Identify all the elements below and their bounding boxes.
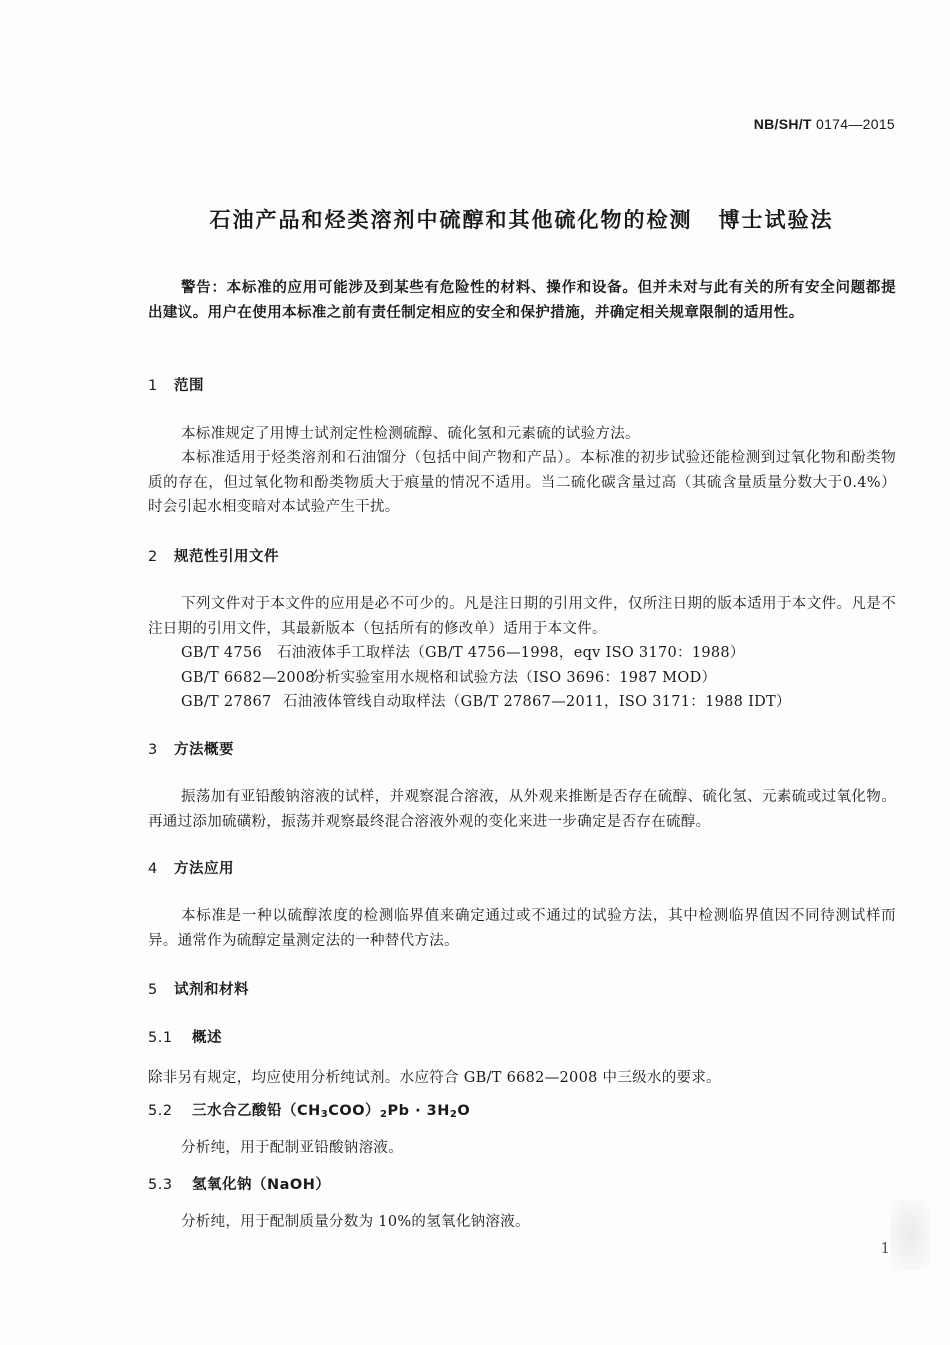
- section-1-paragraph-1: 本标准规定了用博士试剂定性检测硫醇、硫化氢和元素硫的试验方法。: [181, 426, 640, 442]
- title-main: 石油产品和烃类溶剂中硫醇和其他硫化物的检测: [209, 208, 693, 232]
- subsection-heading-5-2: 5.2 三水合乙酸铅$(CH_3COO)_2Pb \cdot 3H_2O$: [148, 1103, 471, 1120]
- reference-item: GB/T 27867 石油液体管线自动取样法（GB/T 27867—2011，ISO 3171：1988 IDT）: [181, 694, 791, 710]
- subsection-5-1-text: 除非另有规定，均应使用分析纯试剂。水应符合 GB/T 6682—2008 中三级水的要求。: [148, 1070, 721, 1086]
- section-3-paragraph-1: 振荡加有亚铅酸钠溶液的试样，并观察混合溶液，从外观来推断是否存在硫醇、硫化氢、元素硫或过氧化物。再通过添加硫磺粉，振荡并观察最终混合溶液外观的变化来进一步确定是否存在硫醇。: [148, 789, 896, 830]
- section-1-paragraph-2: 本标准适用于烃类溶剂和石油馏分（包括中间产物和产品）。本标准的初步试验还能检测到过氧化物和酚类物质的存在，但过氧化物和酚类物质大于痕量的情况不适用。当二硫化碳含量过高（其硫含量质量分数大于0.4%）时会引起水相变暗对本试验产生干扰。: [148, 450, 896, 515]
- document-title: [0, 204, 950, 234]
- standard-number: NB/SH/T 0174—2015: [753, 116, 895, 132]
- section-2-paragraph-1: 下列文件对于本文件的应用是必不可少的。凡是注日期的引用文件，仅所注日期的版本适用于本文件。凡是不注日期的引用文件，其最新版本（包括所有的修改单）适用于本文件。: [148, 596, 896, 637]
- section-heading-1: 1 范围: [148, 378, 204, 394]
- reference-item: GB/T 4756 石油液体手工取样法（GB/T 4756—1998，eqv ISO 3170：1988）: [181, 645, 745, 661]
- section-heading-2: 2 规范性引用文件: [148, 549, 279, 565]
- section-4-paragraph-1: 本标准是一种以硫醇浓度的检测临界值来确定通过或不通过的试验方法，其中检测临界值因不同待测试样而异。通常作为硫醇定量测定法的一种替代方法。: [148, 908, 896, 949]
- title-method: 博士试验法: [718, 208, 834, 232]
- page-number: 1: [880, 1239, 890, 1257]
- section-heading-3: 3 方法概要: [148, 742, 234, 758]
- section-heading-4: 4 方法应用: [148, 861, 234, 877]
- subsection-heading-5-1: 5.1 概述: [148, 1030, 222, 1046]
- subsection-5-2-text: 分析纯，用于配制亚铅酸钠溶液。: [181, 1140, 403, 1156]
- subsection-5-3-text: 分析纯，用于配制质量分数为 10%的氢氧化钠溶液。: [181, 1214, 530, 1230]
- warning-paragraph: 警告：本标准的应用可能涉及到某些有危险性的材料、操作和设备。但并未对与此有关的所有安全问题都提出建议。用户在使用本标准之前有责任制定相应的安全和保护措施，并确定相关规章限制的适用性。: [148, 280, 896, 321]
- section-heading-5: 5 试剂和材料: [148, 982, 249, 998]
- subsection-heading-5-3: 5.3 氢氧化钠（NaOH）: [148, 1177, 331, 1193]
- reference-item: GB/T 6682—2008分析实验室用水规格和试验方法（ISO 3696：1987 MOD）: [181, 670, 717, 686]
- scan-smudge: [890, 1200, 930, 1270]
